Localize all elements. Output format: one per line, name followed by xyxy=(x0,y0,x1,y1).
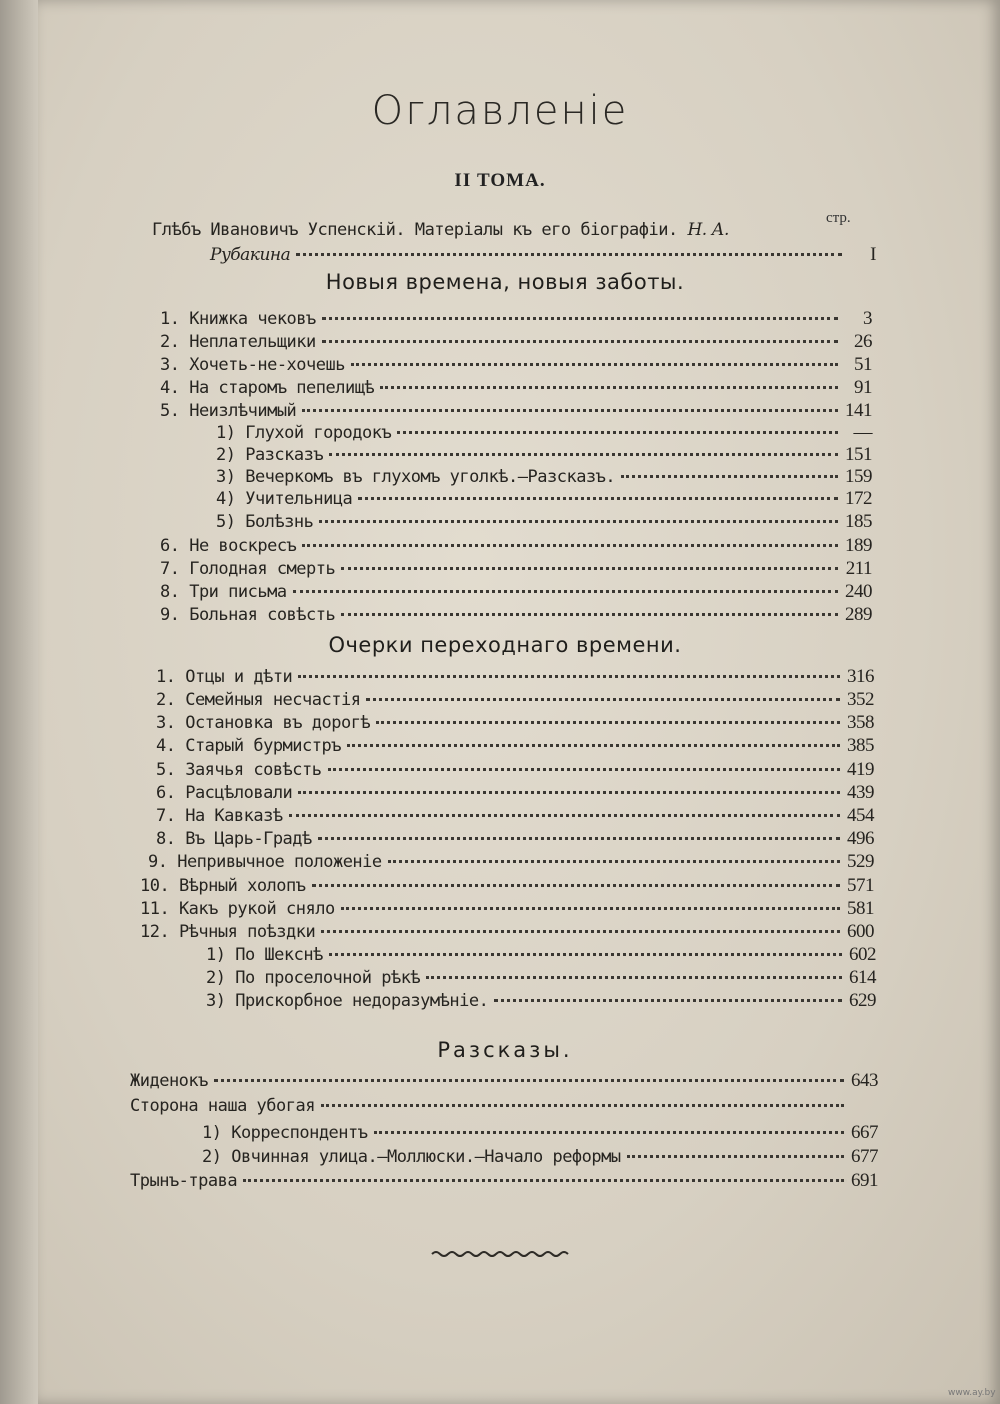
entry-page: 91 xyxy=(854,377,872,398)
leader-dots xyxy=(319,519,838,523)
toc-subentry xyxy=(216,488,872,511)
toc-entry xyxy=(160,558,872,581)
entry-label: 10. Вѣрный холопъ xyxy=(140,876,306,896)
entry-page: 51 xyxy=(854,354,872,375)
entry-page: 419 xyxy=(847,759,874,780)
book-spine-edge xyxy=(0,0,38,1404)
toc-subentry xyxy=(206,967,876,990)
toc-entry xyxy=(160,377,872,400)
entry-page: 529 xyxy=(847,851,874,872)
leader-dots xyxy=(214,1078,844,1082)
entry-label: 8. Въ Царь-Градѣ xyxy=(156,829,312,849)
leader-dots xyxy=(318,836,840,840)
toc-entry xyxy=(160,354,872,377)
leader-dots xyxy=(321,929,840,933)
entry-page: 629 xyxy=(849,990,876,1011)
entry-label: 2. Семейныя несчастiя xyxy=(156,690,361,710)
leader-dots xyxy=(347,743,840,747)
entry-label: 3) Прискорбное недоразумѣнiе. xyxy=(206,991,489,1011)
toc-entry xyxy=(140,921,874,944)
leader-dots xyxy=(302,408,838,412)
intro-line-2 xyxy=(210,244,876,267)
toc-entry xyxy=(156,666,874,689)
toc-subentry xyxy=(206,990,876,1013)
entry-page: 600 xyxy=(847,921,874,942)
entry-label: 2. Неплательщики xyxy=(160,332,316,352)
entry-label: 9. Непривычное положенiе xyxy=(148,852,382,872)
leader-dots xyxy=(380,385,838,389)
leader-dots xyxy=(329,452,838,456)
entry-label: 1. Отцы и дѣти xyxy=(156,667,293,687)
entry-page: — xyxy=(853,422,872,443)
leader-dots xyxy=(298,790,840,794)
entry-label: 2) Разсказъ xyxy=(216,445,324,465)
entry-label: 5. Заячья совѣсть xyxy=(156,760,322,780)
leader-dots xyxy=(376,720,840,724)
leader-dots xyxy=(351,362,838,366)
leader-dots xyxy=(312,883,841,887)
entry-label: 4. Старый бурмистръ xyxy=(156,736,341,756)
toc-entry xyxy=(160,604,872,627)
toc-entry xyxy=(160,308,872,331)
entry-page: 385 xyxy=(847,735,874,756)
entry-page: 454 xyxy=(847,805,874,826)
entry-label: 1. Книжка чековъ xyxy=(160,309,316,329)
toc-entry xyxy=(130,1170,878,1193)
entry-label: 5) Болѣзнь xyxy=(216,512,314,532)
leader-dots xyxy=(426,975,842,979)
leader-dots xyxy=(341,566,838,570)
entry-page: 3 xyxy=(863,308,872,329)
leader-dots xyxy=(494,998,842,1002)
toc-entry xyxy=(160,535,872,558)
page-subtitle: II ТОМА. xyxy=(454,170,546,191)
entry-page: 581 xyxy=(847,898,874,919)
entry-label: 4) Учительница xyxy=(216,489,353,509)
toc-entry xyxy=(140,898,874,921)
entry-label: 5. Неизлѣчимый xyxy=(160,401,297,421)
leader-dots xyxy=(243,1178,844,1182)
entry-label: 1) Корреспондентъ xyxy=(202,1123,368,1143)
entry-label: Сторона наша убогая xyxy=(130,1096,315,1116)
entry-page: 439 xyxy=(847,782,874,803)
leader-dots xyxy=(302,543,838,547)
toc-entry xyxy=(148,851,874,874)
entry-label: Трынъ-трава xyxy=(130,1171,238,1191)
entry-label: 12. Рѣчныя поѣздки xyxy=(140,922,316,942)
entry-page: 316 xyxy=(847,666,874,687)
intro-author-initials: Н. А. xyxy=(687,220,729,240)
entry-page: 358 xyxy=(847,712,874,733)
entry-page: 211 xyxy=(845,558,872,579)
entry-page: 571 xyxy=(847,875,874,896)
entry-label: 3. Хочеть-не-хочешь xyxy=(160,355,345,375)
intro-line-1 xyxy=(152,220,729,240)
toc-entry xyxy=(156,735,874,758)
leader-dots xyxy=(321,1103,844,1107)
entry-label: 6. Не воскресъ xyxy=(160,536,297,556)
entry-label: 7. На Кавказѣ xyxy=(156,806,283,826)
leader-dots xyxy=(293,589,838,593)
entry-label: 3. Остановка въ дорогѣ xyxy=(156,713,371,733)
toc-entry xyxy=(156,828,874,851)
toc-subentry xyxy=(216,466,872,489)
entry-page: 172 xyxy=(845,488,872,509)
leader-dots xyxy=(397,430,838,434)
entry-page: 667 xyxy=(851,1122,878,1143)
leader-dots xyxy=(374,1130,845,1134)
entry-label: 2) По проселочной рѣкѣ xyxy=(206,968,421,988)
entry-page: 151 xyxy=(845,444,872,465)
entry-page: 643 xyxy=(851,1070,878,1091)
entry-label: 1) Глухой городокъ xyxy=(216,423,392,443)
section-title: Разсказы. xyxy=(437,1038,573,1062)
leader-dots xyxy=(388,859,840,863)
section-title: Новыя времена, новыя заботы. xyxy=(325,270,685,294)
leader-dots xyxy=(329,952,842,956)
entry-label: 2) Овчинная улица.—Моллюски.—Начало реформы xyxy=(202,1147,621,1167)
leader-dots xyxy=(289,813,840,817)
toc-subentry xyxy=(216,511,872,534)
entry-page: 185 xyxy=(845,511,872,532)
leader-dots xyxy=(341,906,840,910)
entry-label: 1) По Шекснѣ xyxy=(206,945,323,965)
toc-subentry xyxy=(202,1122,878,1145)
toc-entry xyxy=(160,581,872,604)
entry-label: 6. Расцѣловали xyxy=(156,783,293,803)
toc-entry xyxy=(130,1096,878,1119)
toc-entry xyxy=(156,712,874,735)
leader-dots xyxy=(627,1154,844,1158)
entry-label: 4. На старомъ пепелищѣ xyxy=(160,378,375,398)
leader-dots xyxy=(366,697,840,701)
page-title: Оглавленiе xyxy=(371,88,629,134)
intro-author-name: Рубакина xyxy=(210,245,291,265)
toc-subentry xyxy=(202,1146,878,1169)
toc-subentry xyxy=(216,422,872,445)
page-column-label: стр. xyxy=(826,210,851,226)
leader-dots xyxy=(322,316,838,320)
entry-label: 8. Три письма xyxy=(160,582,287,602)
entry-label: 7. Голодная смерть xyxy=(160,559,336,579)
toc-entry xyxy=(140,875,874,898)
entry-page: 159 xyxy=(845,466,872,487)
toc-entry xyxy=(160,400,872,423)
section-title: Очерки переходнаго времени. xyxy=(328,633,682,657)
entry-label: 11. Какъ рукой сняло xyxy=(140,899,335,919)
leader-dots xyxy=(621,474,838,478)
leader-dots xyxy=(298,674,840,678)
toc-subentry xyxy=(206,944,876,967)
leader-dots xyxy=(341,612,838,616)
toc-entry xyxy=(160,331,872,354)
intro-page: I xyxy=(870,244,876,265)
entry-label: 3) Вечеркомъ въ глухомъ уголкѣ.—Разсказъ. xyxy=(216,467,616,487)
leader-dots xyxy=(358,496,838,500)
watermark: www.ay.by xyxy=(948,1388,996,1398)
toc-entry xyxy=(130,1070,878,1093)
entry-page: 352 xyxy=(847,689,874,710)
entry-page: 496 xyxy=(847,828,874,849)
entry-page: 189 xyxy=(845,535,872,556)
entry-page: 691 xyxy=(851,1170,878,1191)
entry-page: 141 xyxy=(845,400,872,421)
toc-entry xyxy=(156,689,874,712)
entry-label: 9. Больная совѣсть xyxy=(160,605,336,625)
entry-page: 602 xyxy=(849,944,876,965)
intro-text: Глѣбъ Ивановичъ Успенскiй. Матерiалы къ его бiографiи. xyxy=(152,220,678,240)
leader-dots xyxy=(296,252,842,256)
entry-page: 240 xyxy=(845,581,872,602)
toc-entry xyxy=(156,782,874,805)
entry-page: 614 xyxy=(849,967,876,988)
leader-dots xyxy=(328,767,841,771)
entry-page: 677 xyxy=(851,1146,878,1167)
toc-entry xyxy=(156,805,874,828)
wave-ornament-icon xyxy=(430,1248,570,1260)
entry-page: 26 xyxy=(854,331,872,352)
entry-page: 289 xyxy=(845,604,872,625)
toc-entry xyxy=(156,759,874,782)
leader-dots xyxy=(322,339,838,343)
toc-subentry xyxy=(216,444,872,467)
entry-label: Жиденокъ xyxy=(130,1071,208,1091)
